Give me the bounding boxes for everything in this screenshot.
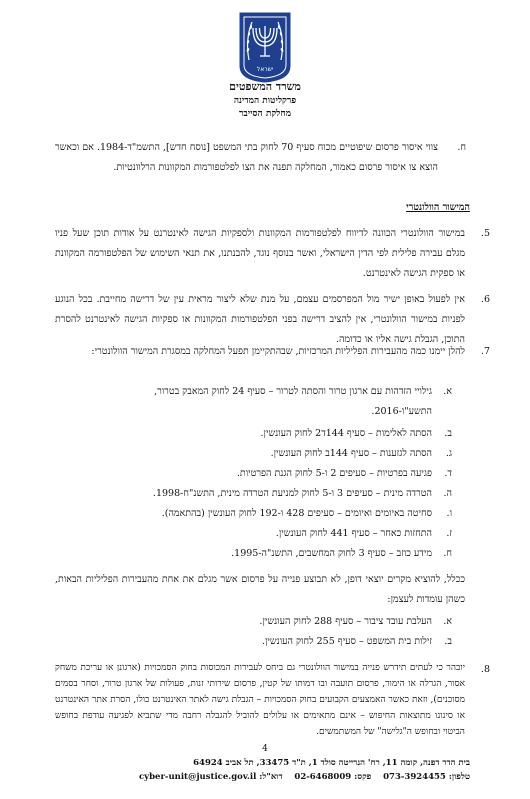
fax-value: 02-6468009 (294, 772, 352, 782)
paragraph-number: 5. (480, 228, 490, 239)
section-title: המישור הוולונטרי (406, 202, 470, 213)
paragraph-number: 8. (480, 664, 490, 675)
paragraph-number: 7. (480, 346, 490, 357)
ministry-name: משרד המשפטים (229, 80, 301, 93)
footer-address: בית הדר דפנה, קומה 11, רח' הנרייטה סולד 1, ת"ד 33475, תל אביב 64924 (193, 758, 470, 768)
item-letter: ח. (457, 142, 466, 153)
list-item-text: העלבת עובד ציבור – סעיף 288 לחוק העונשין. (259, 616, 432, 627)
email-link[interactable]: cyber-unit@justice.gov.il (138, 772, 257, 782)
list-item-letter: ח. (443, 548, 452, 559)
list-item-letter: א. (443, 386, 452, 397)
list-item-letter: ב. (444, 636, 452, 647)
list-item-text: פגיעה בפרטיות – סעיפים 2 ו-5 לחוק הגנת הפרטיות. (236, 468, 432, 479)
svg-text:ישראל: ישראל (256, 66, 274, 73)
list-item-text: הסתה לגזענות – סעיף 144ב לחוק העונשין. (270, 448, 432, 459)
list-item-letter: ב. (444, 428, 452, 439)
list-item-text: זילות בית המשפט – סעיף 255 לחוק העונשין. (261, 636, 432, 647)
state-emblem-icon (236, 10, 294, 84)
paragraph-text: אין לפעול באופן ישיר מול המפרסמים עצמם, על מנת שלא ליצור מראית עין של דרישה מחייבת. בכל הנוגע לפניות במישור הוולונטרי, אין להציב דרישה בפני הפלטפורמות המקוונות או ספקיות הגישה לאינטרנט להסרת התוכן, הגבלת גישה אליו או כדומה. (55, 294, 465, 345)
list-item-text: גילויי הזדהות עם ארגון טרור והסתה לטרור – סעיף 24 לחוק המאבק בטרור, התשע"ו-2016. (154, 386, 432, 417)
paragraph-text: יובהר כי לעתים תידרש פנייה במישור הוולונטרי גם ביחס לעבירות המכוסות בחוק הסמכויות (ארגונן או עריכת משחק אסור, הגרלה או הימור, פרסום תועבה ובו דמותו של קטין, פרסום שירותי זנות, פעולות של ארגון טרור, וסחר בסמים מסוכנים), וזאת כאשר האמצעים הקבועים בחוק הסמכויות – הגבלת גישה לאתר האינטרנט כולו, הסרת אתר האינטרנט או סינונו מתוצאות החיפוש – אינם מתאימים או עלולים להוביל להגבלה רחבה מדי שתביא לפגיעה עודפת בחופש הביטוי ובחופש ה"גלישה" של המשתמשים. (55, 663, 465, 737)
page-number: 4 (262, 744, 268, 754)
item-text: צווי איסור פרסום שיפוטיים מכוח סעיף 70 לחוק בתי המשפט [נוסח חדש], התשמ"ד-1984. אם וכאשר הוצא צו איסור פרסום כאמור, המחלקה תפנה את הצו לפלטפורמות המקוונות הרלוונטיות. (55, 142, 439, 173)
fax-label: פקס: (354, 772, 372, 782)
list-item-letter: ד. (444, 468, 452, 479)
paragraph-number: 6. (480, 294, 490, 305)
list-item-letter: ג. (445, 448, 452, 459)
office-name: פרקליטות המדינה (233, 96, 297, 106)
department-name: מחלקת הסייבר (238, 109, 292, 119)
list-item-text: מידע כוזב – סעיף 3 לחוק המחשבים, התשנ"ה-1995. (231, 548, 432, 559)
list-item-text: התחזות כאחר – סעיף 441 לחוק העונשין. (275, 528, 432, 539)
list-item-text: הסתה לאלימות – סעיף 144ד2 לחוק העונשין. (260, 428, 432, 439)
email-label: דוא"ל: (259, 772, 283, 782)
phone-label: טלפון: (448, 772, 470, 782)
list-item-text: הטרדה מינית – סעיפים 3 ו-5 לחוק למניעת הטרדה מינית, התשנ"ח-1998. (152, 488, 432, 499)
paragraph-text: להלן יימנו כמה מהעבירות הפליליות המרכזיות, שבהתקיימן תפעל המחלקה במסגרת המישור הוולונטרי: (91, 346, 465, 357)
footer-contact (60, 771, 470, 784)
list-item-letter: ז. (446, 528, 452, 539)
paragraph-text: במישור הוולונטרי הכוונה לדיווח לפלטפורמות המקוונות ולספקיות הגישה לאינטרנט על אודות תוכן שעל פניו מגלם עבירה פלילית לפי הדין הישראלי, ואשר בנוסף נוגד, להבנתנו, את תנאי השימוש של הפלטפורמה המקוונת או ספקית הגישה לאינטרנט. (55, 228, 465, 279)
general-paragraph: ככלל, להוציא מקרים יוצאי דופן, לא תבוצע פנייה על פרסום אשר מגלם את אחת מהעבירות הפליליות הבאות, כשהן עומדות לעצמן: (55, 574, 465, 605)
phone-value: 073-3924455 (383, 772, 446, 782)
list-item-letter: ה. (443, 488, 452, 499)
list-item-letter: ו. (446, 508, 452, 519)
list-item-letter: א. (443, 616, 452, 627)
list-item-text: סחיטה באיומים ואיומים – סעיפים 428 ו-192 לחוק העונשין (בהתאמה). (161, 508, 432, 519)
